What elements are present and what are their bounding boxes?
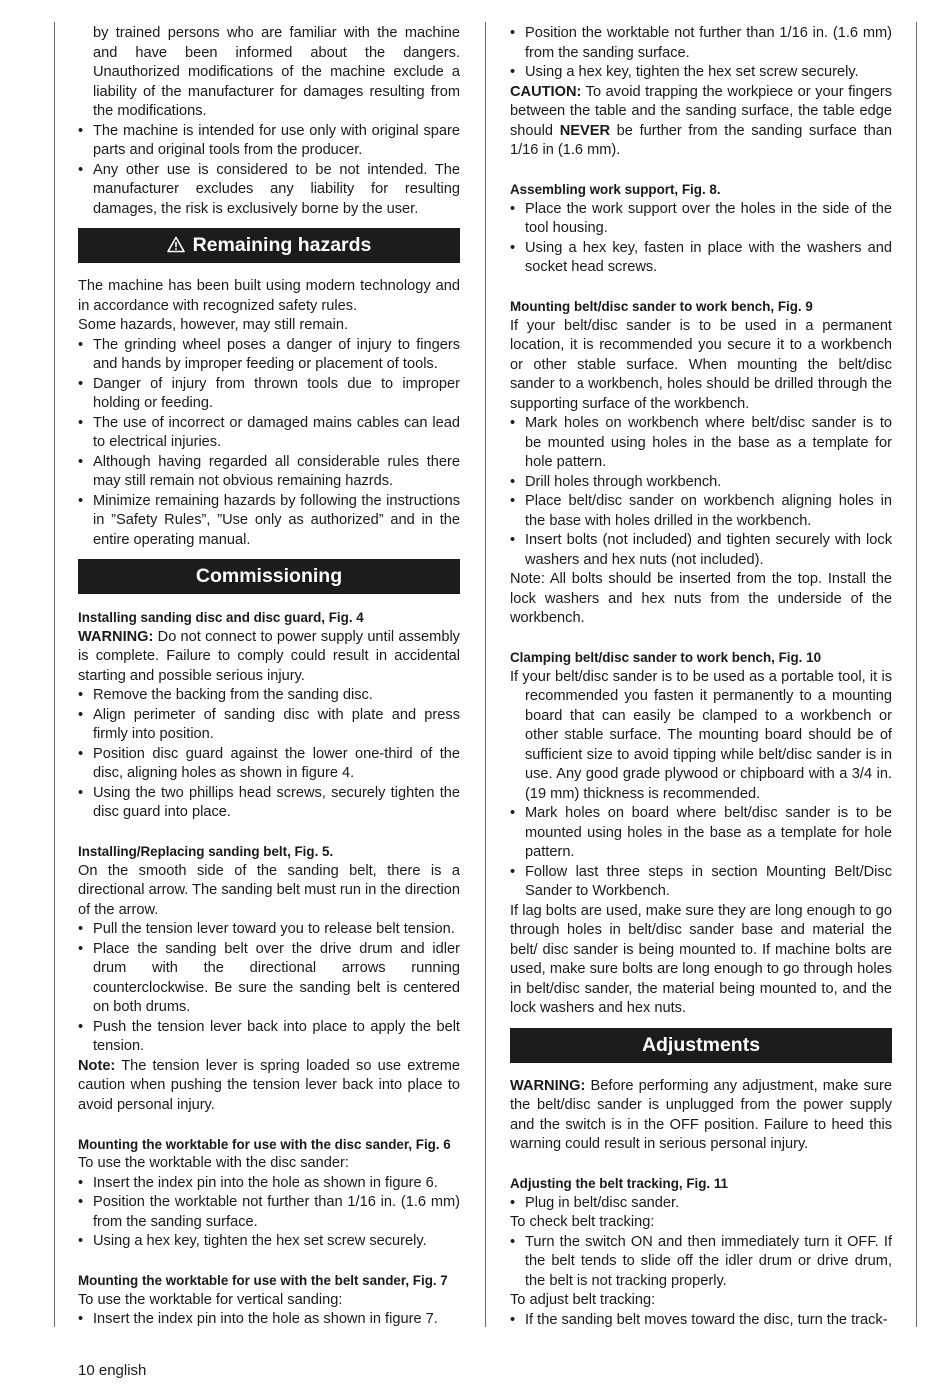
list-item: • Place belt/disc sander on workbench aligning holes in the base with holes drilled in the workbench. <box>510 492 892 531</box>
list-item: • Drill holes through workbench. <box>510 473 892 493</box>
right-column <box>510 24 892 1330</box>
tracking-adjust-line: To adjust belt tracking: <box>510 1292 656 1308</box>
clamp-paragraph: If your belt/disc sander is to be used as a portable tool, it is recommended you fasten it permanently to a mounting board that can easily be clamped to a workbench or other stable surface. The mounting board should be of sufficient size to avoid tipping while belt/disc sander is in use. Any good grade plywood or chipboard with a 3/4 in. (19 mm) thickness is recommended. <box>510 668 892 802</box>
list-item: • Pull the tension lever toward you to release belt tension. <box>78 920 460 940</box>
list-item: • The use of incorrect or damaged mains cables can lead to electrical injuries. <box>78 414 460 453</box>
belt-bullets <box>78 920 460 1057</box>
left-margin-rule <box>54 22 55 1327</box>
list-item: • Align perimeter of sanding disc with plate and press firmly into position. <box>78 706 460 745</box>
list-item: • Minimize remaining hazards by following the instructions in ”Safety Rules”, ”Use only as authorized” and in the entire operating manual. <box>78 492 460 551</box>
list-item: • Using a hex key, tighten the hex set screw securely. <box>510 63 892 83</box>
commissioning-title: Commissioning <box>195 565 343 587</box>
list-item: • Push the tension lever back into place to apply the belt tension. <box>78 1018 460 1057</box>
caution-text: be further from the sanding surface than 1/16 in (1.6 mm). <box>510 122 892 158</box>
note-text: The tension lever is spring loaded so use extreme caution when pushing the tension lever back into place to avoid personal injury. <box>78 1057 460 1113</box>
section-heading: Mounting the worktable for use with the disc sander, Fig. 6 <box>78 1136 451 1152</box>
warning-paragraph <box>78 628 460 687</box>
bench-paragraph: If your belt/disc sander is to be used in a permanent location, it is recommended you secure it to a workbench or other stable surface. When mounting the belt/disc sander to a workbench, holes should be drilled through the supporting surface of the workbench. <box>510 317 892 412</box>
worktable-disc-bullets <box>78 1174 460 1252</box>
list-item: • Using a hex key, tighten the hex set screw securely. <box>78 1232 460 1252</box>
support-bullets <box>510 200 892 278</box>
list-item: • Place the sanding belt over the drive drum and idler drum with the directional arrows running counterclockwise. Be sure the sanding belt is centered on both drums. <box>78 940 460 1018</box>
remaining-hazards-title: Remaining hazards <box>192 234 372 256</box>
list-item: • Mark holes on workbench where belt/disc sander is to be mounted using holes in the base as a template for hole pattern. <box>510 414 892 473</box>
list-item: • Follow last three steps in section Mounting Belt/Disc Sander to Workbench. <box>510 863 892 902</box>
adjustments-title: Adjustments <box>641 1033 761 1056</box>
section-heading: Mounting belt/disc sander to work bench, Fig. 9 <box>510 299 813 314</box>
list-item: • Using a hex key, fasten in place with the washers and socket head screws. <box>510 239 892 278</box>
caution-text: To avoid trapping the workpiece or your fingers between the table and the sanding surface, the table edge should <box>510 83 892 139</box>
section-heading: Installing/Replacing sanding belt, Fig. 5. <box>78 844 334 859</box>
warning-label: WARNING: <box>510 1077 586 1094</box>
adjustments-heading <box>510 1028 892 1063</box>
section-heading: Assembling work support, Fig. 8. <box>510 182 721 197</box>
center-column-rule <box>485 22 486 1327</box>
caution-never: NEVER <box>559 122 610 139</box>
list-item: • Insert bolts (not included) and tighten securely with lock washers and hex nuts (not included). <box>510 531 892 570</box>
list-item: • The machine is intended for use only with original spare parts and original tools from the producer. <box>78 122 460 161</box>
tracking-bullets <box>510 1194 892 1214</box>
page-footer: 10 english <box>78 1362 147 1379</box>
list-item: • Place the work support over the holes in the side of the tool housing. <box>510 200 892 239</box>
tracking-bullets <box>510 1311 892 1331</box>
warning-paragraph <box>510 1077 892 1155</box>
list-item: • Remove the backing from the sanding disc. <box>78 686 460 706</box>
section-heading: Mounting the worktable for use with the belt sander, Fig. 7 <box>78 1273 448 1288</box>
note-paragraph <box>78 1057 460 1116</box>
list-item: • The grinding wheel poses a danger of injury to fingers and hands by improper feeding or placement of tools. <box>78 336 460 375</box>
list-item: • Turn the switch ON and then immediately turn it OFF. If the belt tends to slide off the idler drum or drive drum, the belt is not tracking properly. <box>510 1233 892 1292</box>
belt-paragraph: On the smooth side of the sanding belt, there is a directional arrow. The sanding belt must run in the direction of the arrow. <box>78 862 460 918</box>
intro-bullets <box>78 122 460 220</box>
list-item: • Using the two phillips head screws, securely tighten the disc guard into place. <box>78 784 460 823</box>
list-item: • Position the worktable not further than 1/16 in. (1.6 mm) from the sanding surface. <box>510 24 892 63</box>
section-heading: Clamping belt/disc sander to work bench, Fig. 10 <box>510 650 822 665</box>
worktable-disc-intro: To use the worktable with the disc sander: <box>78 1155 349 1171</box>
bench-bullets <box>510 414 892 570</box>
clamp-bullets <box>510 804 892 902</box>
list-item: • Danger of injury from thrown tools due to improper holding or feeding. <box>78 375 460 414</box>
warning-text: Before performing any adjustment, make sure the belt/disc sander is unplugged from the power supply and the switch is in the OFF position. Failure to heed this warning could result in serious personal injury. <box>510 1077 892 1152</box>
hazards-paragraph: Some hazards, however, may still remain. <box>78 317 349 333</box>
caution-paragraph <box>510 83 892 161</box>
left-column <box>78 24 460 1330</box>
worktable-belt-bullets-continued <box>510 24 892 83</box>
worktable-belt-bullets <box>78 1310 460 1330</box>
list-item: • If the sanding belt moves toward the disc, turn the track- <box>510 1311 892 1331</box>
list-item: • Position the worktable not further than 1/16 in. (1.6 mm) from the sanding surface. <box>78 1193 460 1232</box>
note-label: Note: <box>78 1057 116 1074</box>
warning-label: WARNING: <box>78 628 154 645</box>
section-heading: Installing sanding disc and disc guard, Fig. 4 <box>78 610 364 625</box>
hazards-bullets <box>78 336 460 551</box>
section-heading: Adjusting the belt tracking, Fig. 11 <box>510 1176 728 1191</box>
commissioning-heading <box>78 559 460 594</box>
hazards-paragraph: The machine has been built using modern technology and in accordance with recognized safety rules. <box>78 278 460 314</box>
tracking-bullets <box>510 1233 892 1292</box>
bench-note: Note: All bolts should be inserted from the top. Install the lock washers and hex nuts from the underside of the workbench. <box>510 571 892 626</box>
worktable-belt-intro: To use the worktable for vertical sanding: <box>78 1291 343 1308</box>
list-item: • Mark holes on board where belt/disc sander is to be mounted using holes in the base as a template for hole pattern. <box>510 804 892 863</box>
list-item: • Although having regarded all considerable rules there may still remain not obvious remaining hazrds. <box>78 453 460 492</box>
list-item: • Plug in belt/disc sander. <box>510 1194 892 1214</box>
clamp-paragraph-2: If lag bolts are used, make sure they are long enough to go through holes in belt/disc sander base and material the belt/ disc sander is being mounted to. If machine bolts are used, make sure bolts are long enough to go through holes in belt/disc sander, the material being mounted to, and the lock washers and hex nuts. <box>510 902 892 1016</box>
warning-triangle-icon <box>167 230 185 265</box>
list-item: • Position disc guard against the lower one-third of the disc, aligning holes as shown in figure 4. <box>78 745 460 784</box>
tracking-check-line: To check belt tracking: <box>510 1214 655 1230</box>
list-item: • Insert the index pin into the hole as shown in figure 6. <box>78 1174 460 1194</box>
list-item: • Any other use is considered to be not intended. The manufacturer excludes any liability for resulting damages, the risk is exclusively borne by the user. <box>78 161 460 220</box>
warning-text: Do not connect to power supply until assembly is complete. Failure to comply could result in accidental starting and possible serious injury. <box>78 628 460 684</box>
right-margin-rule <box>916 22 917 1327</box>
disc-bullets <box>78 686 460 823</box>
list-item: • Insert the index pin into the hole as shown in figure 7. <box>78 1310 460 1330</box>
caution-label: CAUTION: <box>510 83 582 100</box>
remaining-hazards-heading <box>78 228 460 263</box>
intro-continuation: by trained persons who are familiar with the machine and have been informed about the dangers. Unauthorized modifications of the machine exclude a liability of the manufacturer for damages resulting from the modifications. <box>93 25 460 119</box>
